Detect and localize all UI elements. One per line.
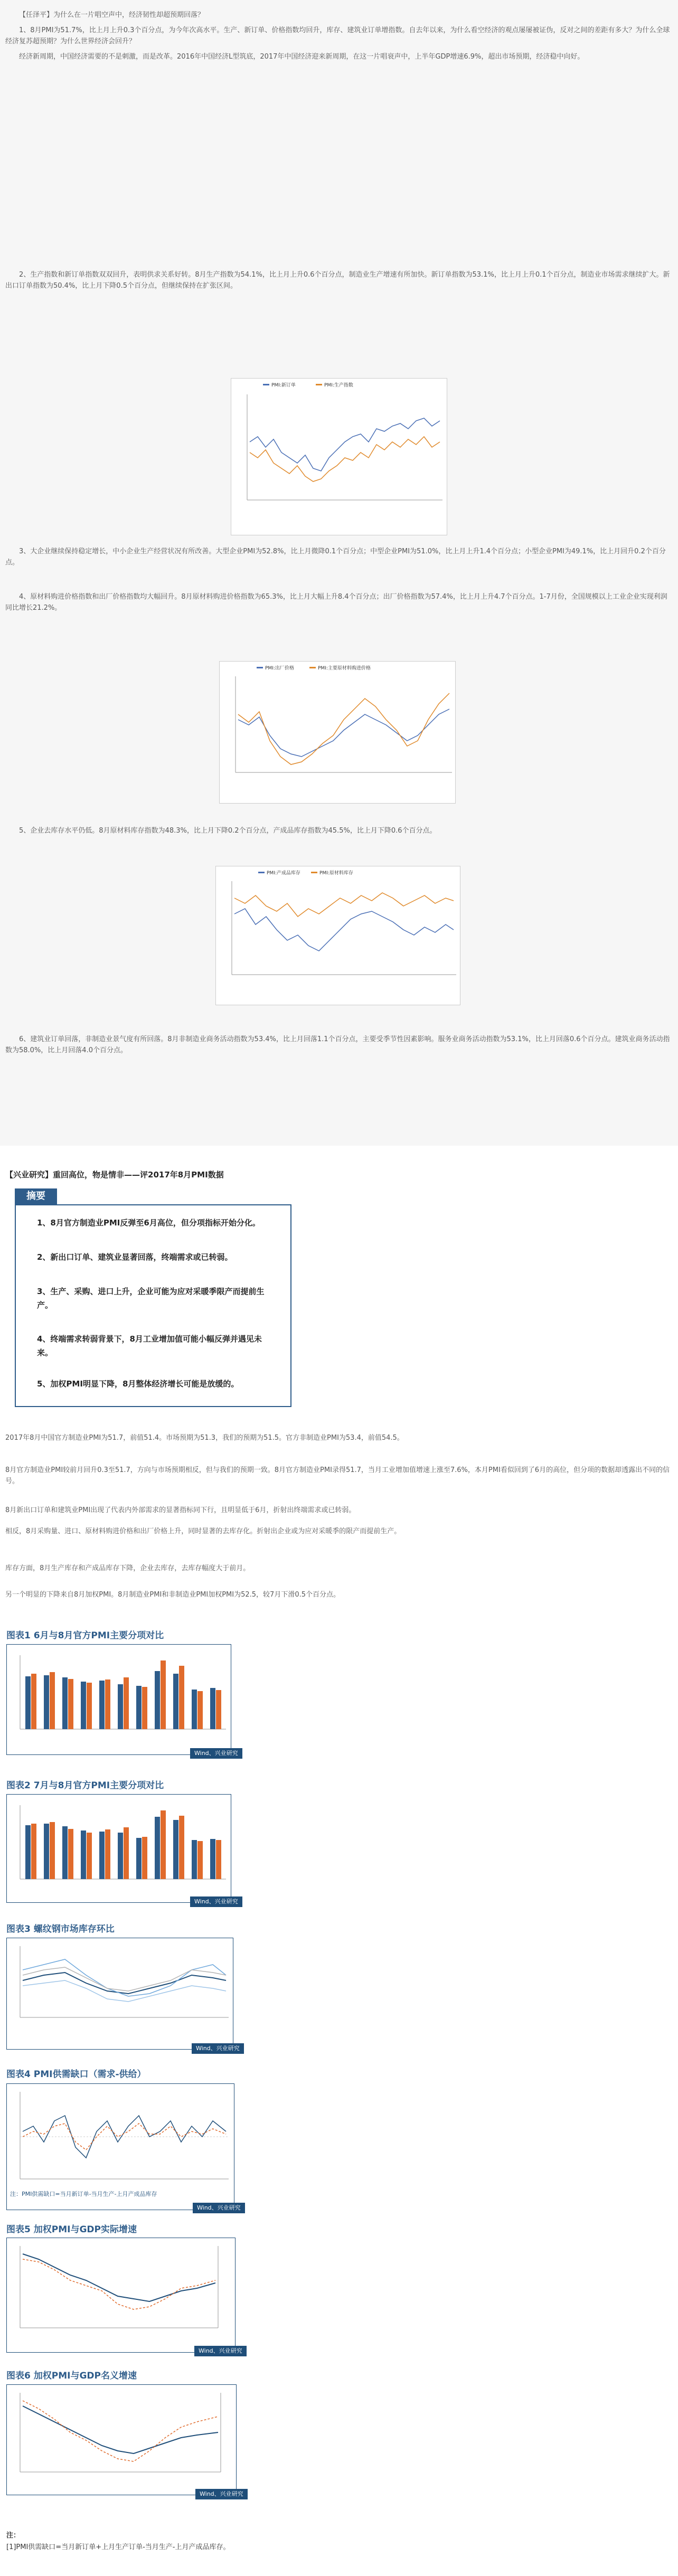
figure-2-svg [7, 1795, 231, 1893]
figure-6-title: 图表6 加权PMI与GDP名义增速 [6, 2371, 137, 2381]
chart-3-legend-2: PMI:原材料库存 [319, 871, 353, 876]
figure-4-source: Wind、兴业研究 [193, 2203, 245, 2213]
chart-2-legend-1: PMI:出厂价格 [265, 666, 294, 671]
paragraph-6-block [5, 1034, 672, 1056]
figure-6-source: Wind、兴业研究 [195, 2489, 248, 2499]
figure-4-title: 图表4 PMI供需缺口（需求-供给） [6, 2069, 146, 2080]
figure-4-svg [7, 2084, 234, 2190]
notes-title: 注： [6, 2532, 21, 2540]
chart-2-legend-2: PMI:主要原材料购进价格 [318, 666, 371, 671]
abstract-item-3: 3、生产、采购、进口上升，企业可能为应对采暖季限产而提前生产。 [37, 1287, 265, 1310]
figure-5-svg [7, 2238, 235, 2342]
article-paragraph-3: 8月新出口订单和建筑业PMI出现了代表内外部需求的显著指标同下行，且明显低于6月，折射出终端需求或已转弱。 [5, 1506, 356, 1514]
abstract-item-1: 1、8月官方制造业PMI反弹至6月高位，但分项指标开始分化。 [37, 1218, 260, 1228]
intro-heading: 【任泽平】为什么在一片唱空声中，经济韧性却超预期回落？ [19, 11, 205, 19]
figure-2-source: Wind、兴业研究 [190, 1896, 242, 1907]
chart-3-svg [216, 866, 460, 1005]
abstract-item-5: 5、加权PMI明显下降，8月整体经济增长可能是放缓的。 [37, 1379, 239, 1389]
figure-4-note: 注：PMI供需缺口=当月新订单-当月生产-上月产成品库存 [10, 2191, 157, 2197]
figure-3-svg [7, 1938, 233, 2039]
article-paragraph-5: 库存方面，8月生产库存和产成品库存下降，企业去库存，去库存幅度大于前月。 [5, 1564, 250, 1572]
figure-5-source: Wind、兴业研究 [194, 2346, 247, 2356]
intro-paragraph-2: 经济新周期，中国经济需要的不是刺激，而是改革。2016年中国经济L型筑底，2017年中国经济迎来新周期，在这一片唱衰声中，上半年GDP增速6.9%，超出市场预期，经济稳中向好。 [19, 53, 585, 61]
paragraph-6: 6、建筑业订单回落，非制造业景气度有所回落。8月非制造业商务活动指数为53.4%，比上月回落1.1个百分点，主要受季节性因素影响。服务业商务活动指数为53.1%，比上月回落0.6个百分点。建筑业商务活动指数为58.0%，比上月回落4.0个百分点。 [5, 1035, 670, 1054]
article-paragraph-2: 8月官方制造业PMI较前月回升0.3至51.7，方向与市场预期相反，但与我们的预期一致。8月官方制造业PMI录得51.7，当月工业增加值增速上涨至7.6%，本月PMI看似回到了6月的高位，但分项的数据却透露出不同的信号。 [5, 1466, 670, 1485]
figure-6-svg [7, 2385, 236, 2485]
figure-3-title: 图表3 螺纹钢市场库存环比 [6, 1924, 115, 1935]
chart-1-series-1 [250, 418, 440, 471]
chart-3-legend-1: PMI:产成品库存 [267, 871, 300, 876]
paragraph-3-block [5, 546, 672, 568]
chart-1-frame [231, 378, 447, 535]
figure-2-title: 图表2 7月与8月官方PMI主要分项对比 [6, 1780, 164, 1791]
paragraph-5-block [5, 825, 672, 836]
figure-3-frame [6, 1938, 233, 2050]
chart-1-series-2 [250, 437, 440, 482]
figure-1-frame [6, 1644, 231, 1755]
chart-2-frame [219, 661, 456, 804]
paragraph-2: 2、生产指数和新订单指数双双回升，表明供求关系好转。8月生产指数为54.1%，比上月上升0.6个百分点，制造业生产增速有所加快。新订单指数为53.1%，比上月上升0.1个百分点，制造业市场需求继续扩大。新出口订单指数为50.4%，比上月下降0.5个百分点，但继续保持在扩张区间。 [5, 271, 670, 290]
figure-6-frame [6, 2384, 237, 2495]
figure-3-source: Wind、兴业研究 [192, 2043, 244, 2054]
abstract-box [15, 1204, 291, 1407]
article-paragraph-6: 另一个明显的下降来自8月加权PMI。8月制造业PMI和非制造业PMI加权PMI为52.5，较7月下滑0.5个百分点。 [5, 1591, 340, 1599]
abstract-item-4: 4、终端需求转弱背景下，8月工业增加值可能小幅反弹并遇见未来。 [37, 1334, 262, 1357]
paragraph-5: 5、企业去库存水平仍低。8月原材料库存指数为48.3%，比上月下降0.2个百分点，产成品库存指数为45.5%，比上月下降0.6个百分点。 [19, 827, 437, 835]
figure-1-svg [7, 1645, 231, 1745]
abstract-tab: 摘要 [15, 1188, 57, 1204]
paragraph-4-block [5, 591, 672, 614]
chart-2-series-1 [238, 709, 449, 757]
chart-2-series-2 [238, 693, 449, 765]
article-paragraph-4: 相反，8月采购量、进口、原材料购进价格和出厂价格上升，同时显著的去库存化。折射出企业或为应对采暖季的限产而提前生产。 [5, 1527, 401, 1535]
chart-2-svg [220, 662, 455, 803]
article-title: 【兴业研究】重回高位，物是情非——评2017年8月PMI数据 [5, 1170, 224, 1180]
chart-1-legend-2: PMI:生产指数 [324, 383, 353, 388]
paragraph-4: 4、原材料购进价格指数和出厂价格指数均大幅回升。8月原材料购进价格指数为65.3%，比上月大幅上升8.4个百分点；出厂价格指数为57.4%，比上月上升4.7个百分点。1-7月份，全国规模以上工业企业实现利润同比增长21.2%。 [5, 593, 667, 612]
figure-1-title: 图表1 6月与8月官方PMI主要分项对比 [6, 1630, 164, 1641]
figure-5-title: 图表5 加权PMI与GDP实际增速 [6, 2224, 137, 2235]
paragraph-2-block [5, 269, 672, 291]
intro-block [5, 10, 672, 62]
article-paragraph-1: 2017年8月中国官方制造业PMI为51.7，前值51.4。市场预期为51.3，我们的预期为51.5。官方非制造业PMI为53.4，前值54.5。 [5, 1434, 404, 1442]
chart-1-legend-1: PMI:新订单 [271, 383, 296, 388]
intro-paragraph-1: 1、8月PMI为51.7%，比上月上升0.3个百分点，为今年次高水平。生产、新订单、价格指数均回升，库存、建筑业订单增指数。自去年以来，为什么看空经济的观点屡屡被证伪，反对之间的差距有多大？为什么全球经济复苏超预期？为什么世界经济会回升？ [5, 26, 670, 45]
figure-5-frame [6, 2238, 236, 2353]
chart-1-svg [231, 379, 447, 535]
chart-3-series-1 [234, 909, 454, 951]
paragraph-3: 3、大企业继续保持稳定增长，中小企业生产经营状况有所改善。大型企业PMI为52.8%，比上月微降0.1个百分点；中型企业PMI为51.0%，比上月上升1.4个百分点；小型企业PMI为49.1%，比上月回升0.2个百分点。 [5, 548, 666, 567]
figure-1-source: Wind、兴业研究 [190, 1748, 242, 1759]
chart-3-frame [215, 866, 460, 1005]
figure-4-frame [6, 2083, 234, 2210]
chart-3-series-2 [234, 893, 454, 917]
abstract-item-2: 2、新出口订单、建筑业显著回落，终端需求或已转弱。 [37, 1252, 233, 1262]
notes-body: [1]PMI供需缺口=当月新订单+上月生产订单-当月生产-上月产成品库存。 [6, 2543, 230, 2551]
figure-2-frame [6, 1794, 231, 1903]
